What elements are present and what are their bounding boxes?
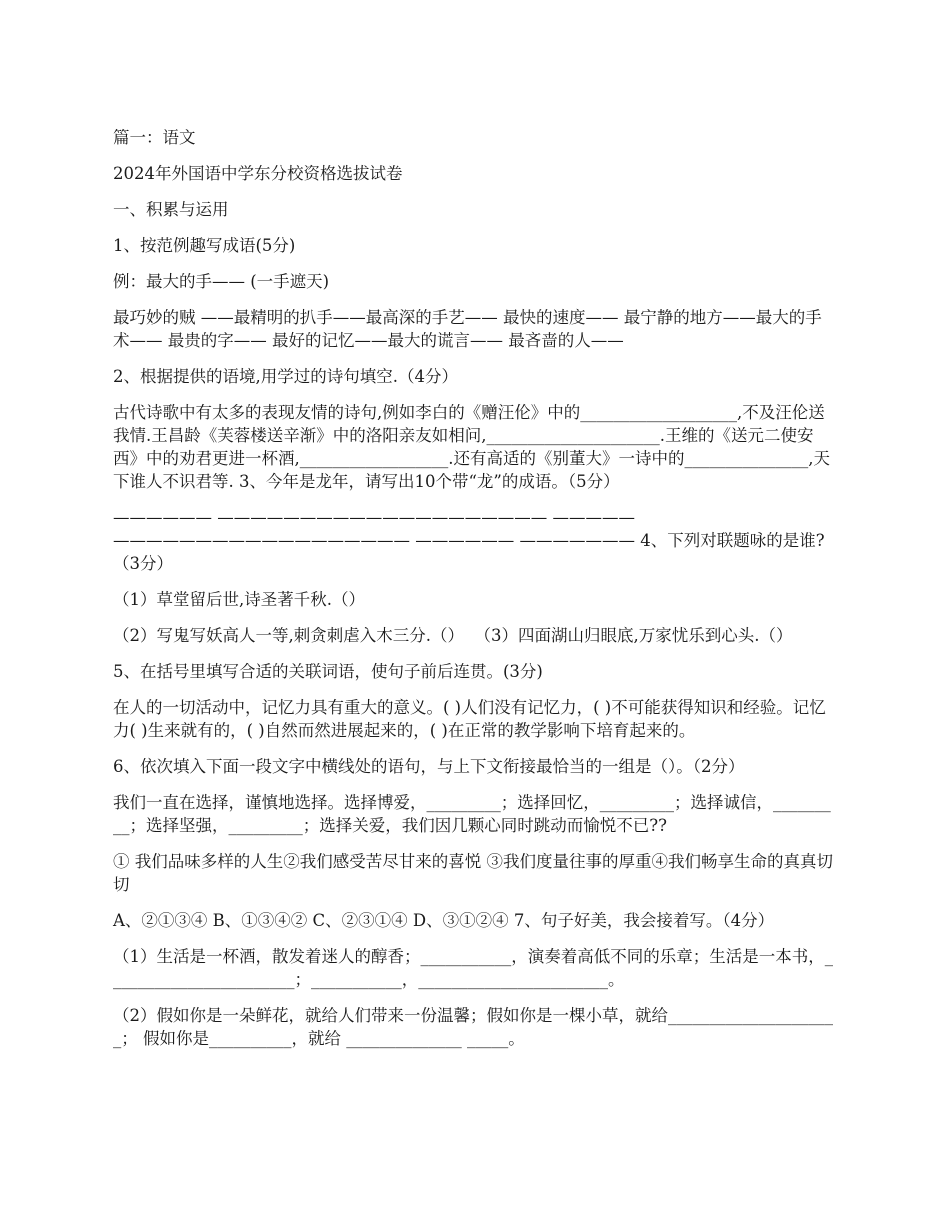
q2-body: 古代诗歌中有太多的表现友情的诗句,例如李白的《赠汪伦》中的___________________,不及汪伦送我情.王昌龄《芙蓉楼送辛渐》中的洛阳亲友如相问,_____________________.王维的《送元二使安西》中的劝君更进一杯酒,__________________.还有高适的《别董大》一诗中的_______________,天下谁人不识君等. 3、今年是龙年，请写出10个带“龙”的成语。（5分） [113,403,830,491]
q4-item-1: （1）草堂留后世,诗圣著千秋.（） [113,590,365,609]
q1-heading: 1、按范例趣写成语(5分) [113,236,296,255]
q1-prompts: 最巧妙的贼 ——最精明的扒手——最高深的手艺—— 最快的速度—— 最宁静的地方——最大的手术—— 最贵的字—— 最好的记忆——最大的谎言—— 最吝啬的人—— [113,308,822,350]
q4-item-2-3: （2）写鬼写妖高人一等,刺贪刺虐入木三分.（） （3）四面湖山归眼底,万家忧乐到心头.（） [113,626,793,645]
q5-body: 在人的一切活动中，记忆力具有重大的意义。( )人们没有记忆力，( )不可能获得知识和经验。记忆力( )生来就有的，( )自然而然进展起来的，( )在正常的教学影响下培育起来的。 [113,698,826,740]
exam-page [113,126,833,1063]
q5-heading: 5、在括号里填写合适的关联词语，使句子前后连贯。(3分) [113,662,543,681]
q2-heading: 2、根据提供的语境,用学过的诗句填空.（4分） [113,367,458,386]
q7-item-1: （1）生活是一杯酒，散发着迷人的醇香；___________，演奏着高低不同的乐章；生活是一本书，_______________________；___________，_______________________。 [113,947,833,989]
q6-body: 我们一直在选择，谨慎地选择。选择博爱，_________；选择回忆，_________；选择诚信，_________；选择坚强，_________；选择关爱，我们因几颗心同时跳动而愉悦不已?? [113,793,831,835]
exam-title: 2024年外国语中学东分校资格选拔试卷 [113,164,403,183]
q6-options: ① 我们品味多样的人生②我们感受苦尽甘来的喜悦 ③我们度量往事的厚重④我们畅享生命的真真切切 [113,852,833,894]
q3-answer-lines: —————— ———————————————————— ————— —————————————————— —————— ——————— 4、下列对联题咏的是谁?（3分） [113,508,825,573]
q1-example: 例：最大的手—— (一手遮天) [113,272,330,291]
section-label: 篇一：语文 [113,128,196,147]
q7-item-2: （2）假如你是一朵鲜花，就给人们带来一份温馨；假如你是一棵小草，就给_____________________； 假如你是__________，就给 ______________ _____。 [113,1006,833,1048]
q6-choices-q7-heading: A、②①③④ B、①③④② C、②③①④ D、③①②④ 7、句子好美，我会接着写。（4分） [113,911,775,930]
part-heading: 一、积累与运用 [113,200,229,219]
q6-heading: 6、依次填入下面一段文字中横线处的语句，与上下文衔接最恰当的一组是（）。（2分） [113,757,745,776]
